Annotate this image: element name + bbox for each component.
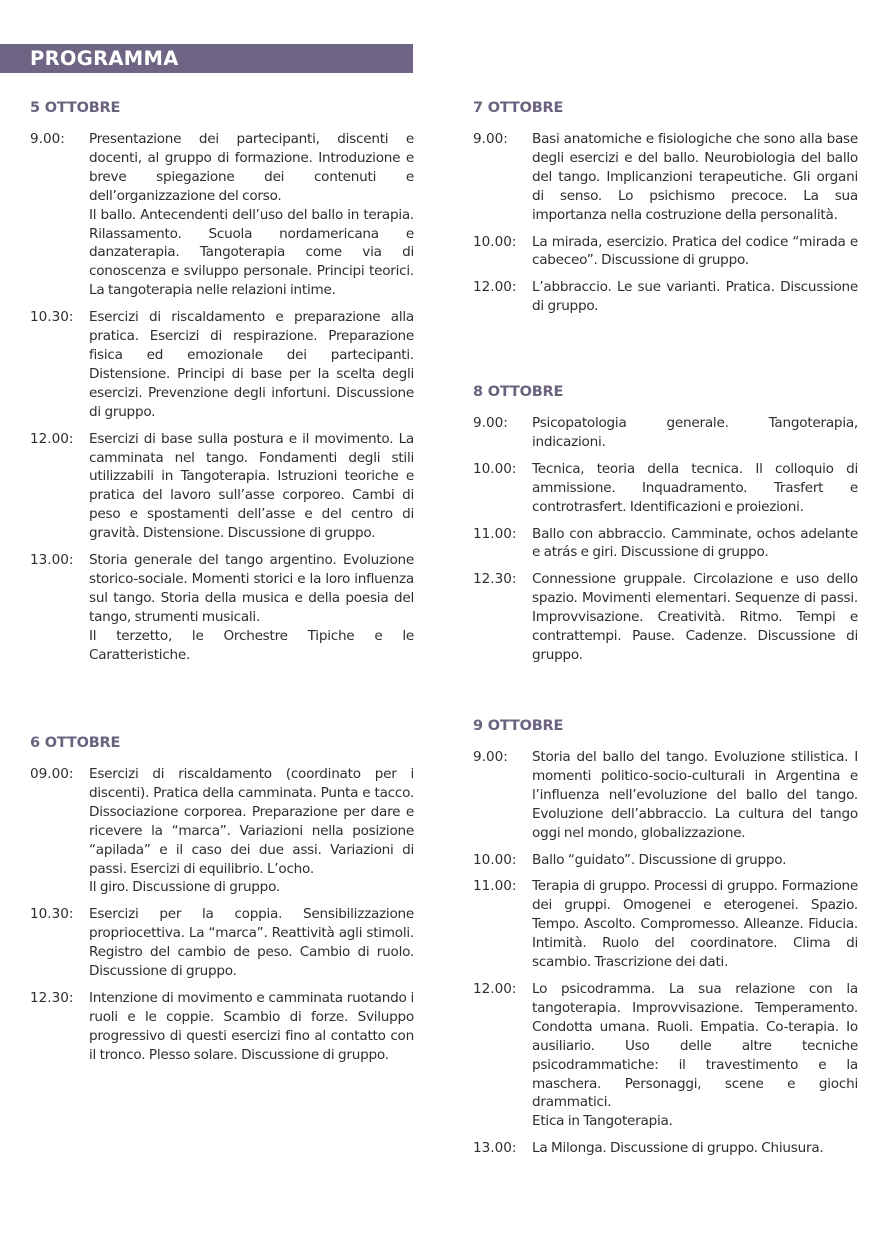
session-description: Connessione gruppale. Circolazione e uso dello spazio. Movimenti elementari. Sequenze di passi. Improvvisazione. Creatività. Ritmo. Tempi e contrattempi. Pause. Cadenze. Discussione di gruppo. bbox=[532, 571, 858, 663]
session-description: Psicopatologia generale. Tangoterapia, indicazioni. bbox=[532, 415, 858, 450]
programme-title-bar bbox=[0, 44, 413, 73]
session bbox=[30, 765, 414, 897]
session-time: 12.30: bbox=[473, 571, 517, 588]
session bbox=[30, 308, 414, 421]
day-section bbox=[473, 98, 858, 324]
session bbox=[473, 525, 858, 563]
session-description: Esercizi di riscaldamento (coordinato per i discenti). Pratica della camminata. Punta e tacco. Dissociazione corporea. Preparazione per dare e ricevere la “marca”. Variazioni nella posizione “apilada” e il caso dei due assi. Variazioni di passi. Esercizi di equilibrio. L’ocho. Il giro. Discussione di gruppo. bbox=[89, 766, 414, 896]
day-section bbox=[473, 382, 858, 673]
session-description: Storia generale del tango argentino. Evoluzione storico-sociale. Momenti storici e la loro influenza sul tango. Storia della musica e della poesia del tango, strumenti musicali. Il terzetto, le Orchestre Tipiche e le Caratteristiche. bbox=[89, 552, 414, 663]
session-description: Esercizi di base sulla postura e il movimento. La camminata nel tango. Fondamenti degli stili utilizzabili in Tangoterapia. Istruzioni teoriche e pratica del lavoro sull’asse corporeo. Cambi di peso e spostamenti dell’asse e del centro di gravità. Distensione. Discussione di gruppo. bbox=[89, 430, 414, 542]
session-time: 13.00: bbox=[473, 1140, 517, 1157]
day-heading: 7 OTTOBRE bbox=[473, 100, 564, 116]
session-description: Storia del ballo del tango. Evoluzione stilistica. I momenti politico-socio-culturali in Argentina e l’influenza nell’evoluzione del ballo del tango. Evoluzione dell’abbraccio. La cultura del tango oggi nel mondo, globalizzazione. bbox=[532, 749, 858, 841]
session bbox=[473, 570, 858, 665]
session-time: 10.00: bbox=[473, 460, 517, 477]
session-time: 10.00: bbox=[473, 233, 517, 250]
session bbox=[473, 1139, 858, 1158]
session bbox=[473, 130, 858, 225]
session bbox=[30, 989, 414, 1065]
session-time: 10.30: bbox=[30, 906, 74, 923]
session-time: 11.00: bbox=[473, 525, 517, 542]
session-description: Intenzione di movimento e camminata ruotando i ruoli e le coppie. Scambio di forze. Sviluppo progressivo di questi esercizi fino al contatto con il tronco. Plesso solare. Discussione di gruppo. bbox=[89, 989, 414, 1063]
session-description: Lo psicodramma. La sua relazione con la tangoterapia. Improvvisazione. Temperamento. Condotta umana. Ruoli. Empatia. Co-terapia. Io ausiliario. Uso delle altre tecniche psicodrammatiche: il travestimento e la maschera. Personaggi, scene e giochi drammatici. Etica in Tangoterapia. bbox=[532, 980, 858, 1130]
session-description: Ballo con abbraccio. Camminate, ochos adelante e atrás e giri. Discussione di gruppo. bbox=[532, 525, 858, 561]
session-description: La mirada, esercizio. Pratica del codice “mirada e cabeceo”. Discussione di gruppo. bbox=[532, 233, 858, 269]
session bbox=[473, 851, 858, 870]
session-time: 09.00: bbox=[30, 766, 74, 782]
day-section bbox=[30, 733, 414, 1073]
session bbox=[473, 877, 858, 972]
session-time: 12.30: bbox=[30, 989, 74, 1006]
session-time: 9.00: bbox=[473, 131, 508, 147]
session bbox=[473, 414, 858, 452]
session-time: 12.00: bbox=[30, 430, 74, 447]
day-section bbox=[30, 98, 414, 672]
day-section bbox=[473, 716, 858, 1166]
session bbox=[473, 233, 858, 271]
session-description: Tecnica, teoria della tecnica. Il colloquio di ammissione. Inquadramento. Trasfert e controtrasfert. Identificazioni e proiezioni. bbox=[532, 460, 858, 515]
session bbox=[473, 278, 858, 316]
session bbox=[473, 980, 858, 1131]
session-time: 12.00: bbox=[473, 980, 517, 997]
session-description: Presentazione dei partecipanti, discenti e docenti, al gruppo di formazione. Introduzione e breve spiegazione dei contenuti e dell’organizzazione del corso. Il ballo. Antecendenti dell’uso del ballo in terapia. Rilassamento. Scuola nordamericana e danzaterapia. Tangoterapia come via di conoscenza e sviluppo personale. Principi teorici. La tangoterapia nelle relazioni intime. bbox=[89, 131, 414, 299]
session-time: 9.00: bbox=[473, 749, 508, 765]
day-heading: 9 OTTOBRE bbox=[473, 718, 564, 734]
session-description: La Milonga. Discussione di gruppo. Chiusura. bbox=[532, 1140, 824, 1157]
session bbox=[30, 551, 414, 664]
page-title: PROGRAMMA bbox=[30, 47, 179, 70]
session-time: 9.00: bbox=[473, 415, 508, 431]
day-heading: 8 OTTOBRE bbox=[473, 384, 564, 400]
session bbox=[30, 430, 414, 543]
session-time: 10.30: bbox=[30, 309, 74, 326]
day-heading: 5 OTTOBRE bbox=[30, 100, 121, 116]
session-time: 13.00: bbox=[30, 552, 74, 569]
session bbox=[473, 748, 858, 843]
session-description: Ballo “guidato”. Discussione di gruppo. bbox=[532, 851, 787, 868]
session-time: 9.00: bbox=[30, 131, 65, 147]
session bbox=[30, 130, 414, 300]
session-description: Terapia di gruppo. Processi di gruppo. Formazione dei gruppi. Omogenei e eterogenei. Spazio. Tempo. Ascolto. Compromesso. Alleanze. Fiducia. Intimità. Ruolo del coordinatore. Clima di scambio. Trascrizione dei dati. bbox=[532, 878, 858, 971]
session-description: Esercizi di riscaldamento e preparazione alla pratica. Esercizi di respirazione. Preparazione fisica ed emozionale dei partecipanti. Distensione. Principi di base per la scelta degli esercizi. Prevenzione degli infortuni. Discussione di gruppo. bbox=[89, 309, 414, 420]
session-description: Basi anatomiche e fisiologiche che sono alla base degli esercizi e del ballo. Neurobiologia del ballo del tango. Implicanzioni terapeutiche. Gli organi di senso. Lo psichismo precoce. La sua importanza nella costruzione della personalità. bbox=[532, 131, 858, 223]
session-time: 11.00: bbox=[473, 878, 517, 895]
session-time: 10.00: bbox=[473, 851, 517, 868]
session-description: Esercizi per la coppia. Sensibilizzazione propriocettiva. La “marca”. Reattività agli stimoli. Registro del cambio de peso. Cambio di ruolo. Discussione di gruppo. bbox=[89, 906, 414, 980]
session bbox=[30, 905, 414, 981]
session bbox=[473, 460, 858, 517]
session-description: L’abbraccio. Le sue varianti. Pratica. Discussione di gruppo. bbox=[532, 279, 858, 315]
session-time: 12.00: bbox=[473, 279, 517, 296]
day-heading: 6 OTTOBRE bbox=[30, 735, 121, 751]
